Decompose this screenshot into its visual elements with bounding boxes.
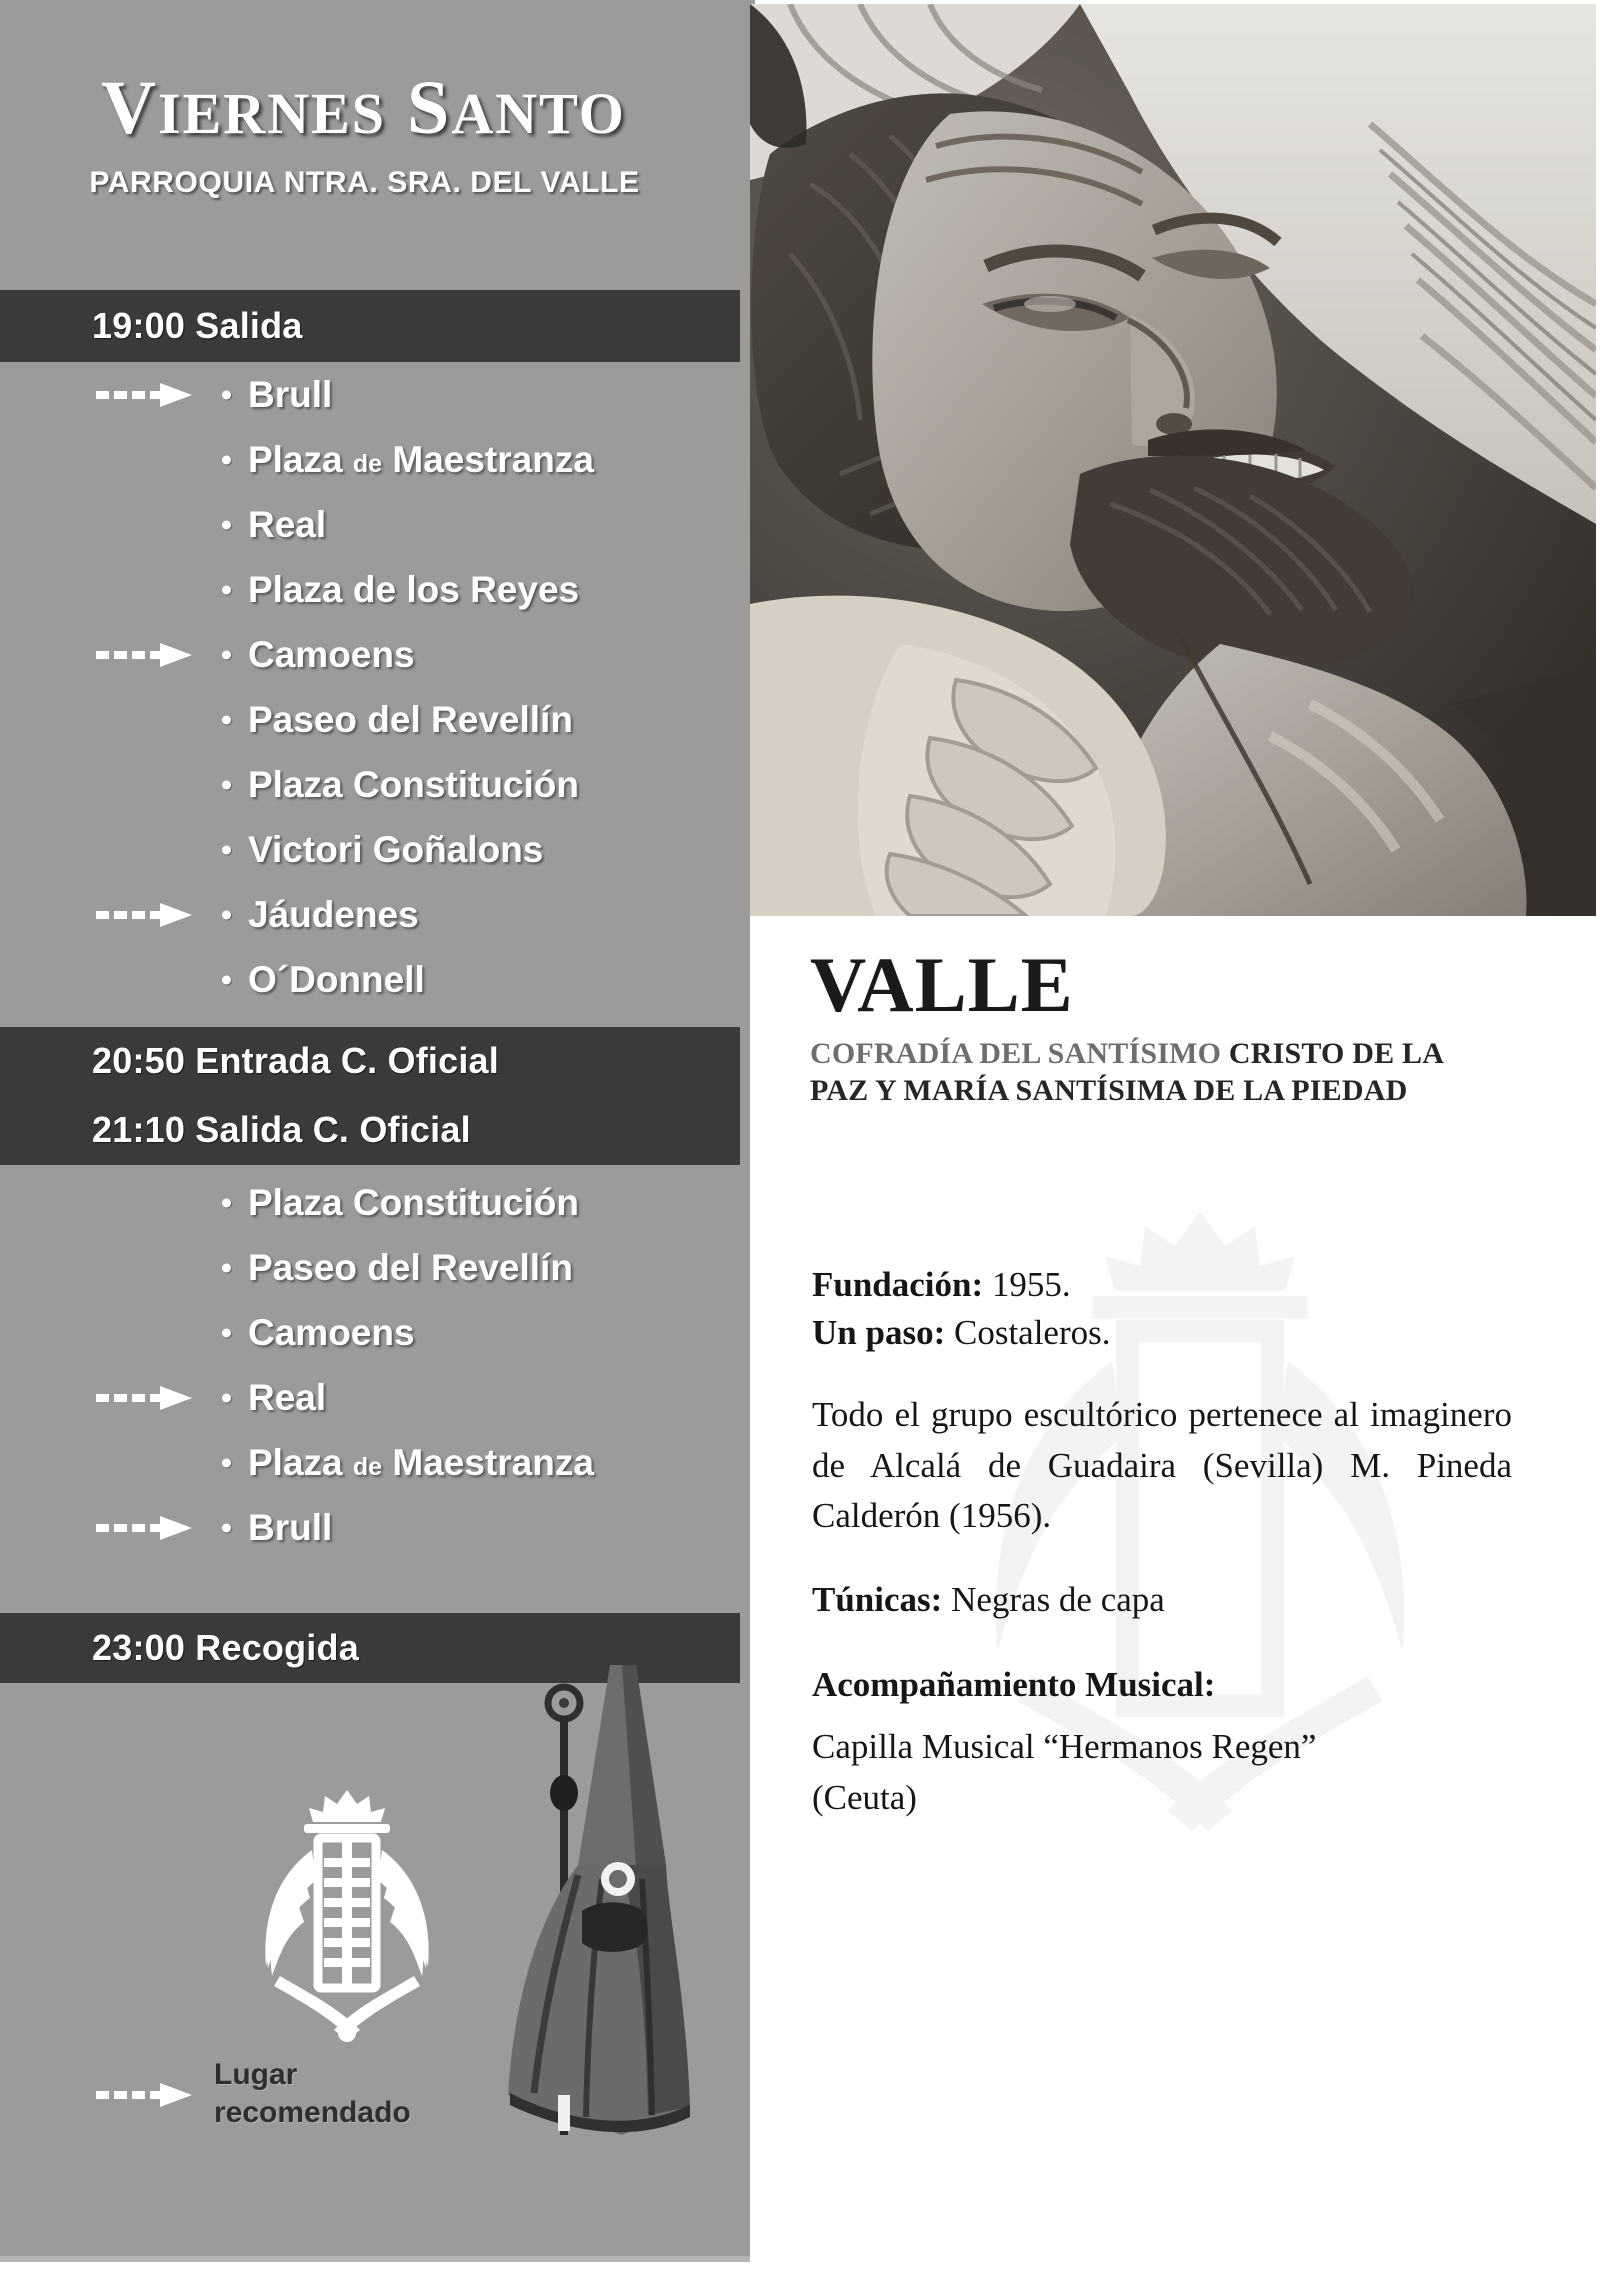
legend-line-1: Lugar [214, 2058, 298, 2091]
brotherhood-subtitle-dark-1: CRISTO DE LA [1228, 1037, 1445, 1070]
christ-sculpture-photo [750, 4, 1596, 916]
bullet-icon [222, 975, 231, 984]
route-stop [0, 1365, 755, 1430]
detail-paragraph: Todo el grupo escultórico pertenece al imaginero de Alcalá de Guadaira (Sevilla) M. Pineda Calderón (1956). [812, 1395, 1512, 1535]
dashed-arrow-icon [96, 642, 194, 668]
route-stop-label: Plaza de Maestranza [248, 438, 594, 480]
route-stop-label: Camoens [248, 633, 415, 675]
dashed-arrow-icon [96, 902, 194, 928]
route-stop [0, 1170, 755, 1235]
detail-paso-value: Costaleros. [953, 1312, 1111, 1352]
route-list-first [0, 362, 755, 1012]
route-stop-label: Victori Goñalons [248, 828, 544, 870]
dashed-arrow-icon [96, 2082, 194, 2108]
bullet-icon [222, 1523, 231, 1532]
brotherhood-name: VALLE [810, 941, 1074, 1028]
route-stop [0, 1235, 755, 1300]
route-stop [0, 427, 755, 492]
route-stop [0, 1430, 755, 1495]
brotherhood-coat-of-arms-icon [232, 1780, 462, 2060]
route-stop-label: Paseo del Revellín [248, 698, 573, 740]
route-stop [0, 817, 755, 882]
bullet-icon [222, 780, 231, 789]
bullet-icon [222, 1458, 231, 1467]
brotherhood-subtitle [810, 1036, 1570, 1109]
brotherhood-subtitle-dark-3: MARÍA SANTÍSIMA DE LA PIEDAD [903, 1073, 1408, 1107]
route-list-second [0, 1170, 755, 1560]
route-stop-label: Camoens [248, 1311, 415, 1353]
bullet-icon [222, 455, 231, 464]
page-title-text: VIERNES SANTO [101, 66, 626, 150]
route-stop-label: O´Donnell [248, 958, 425, 1000]
parish-subtitle: PARROQUIA NTRA. SRA. DEL VALLE [89, 166, 640, 199]
time-bar-salida: 19:00 Salida [0, 290, 740, 362]
detail-tunics [812, 1575, 1512, 1625]
route-stop [0, 947, 755, 1012]
detail-music [812, 1660, 1512, 1823]
bullet-icon [222, 845, 231, 854]
route-stop-label: Jáudenes [248, 893, 419, 935]
route-stop-label: Real [248, 503, 327, 545]
bullet-icon [222, 585, 231, 594]
nazareno-figure-icon [470, 1665, 730, 2145]
route-stop-label: Plaza Constitución [248, 1181, 579, 1223]
dashed-arrow-icon [96, 382, 194, 408]
route-stop [0, 622, 755, 687]
route-stop-label: Plaza de los Reyes [248, 568, 580, 610]
time-bar-salida-oficial: 21:10 Salida C. Oficial [0, 1095, 740, 1165]
bullet-icon [222, 715, 231, 724]
route-stop [0, 687, 755, 752]
legend-text [214, 2056, 411, 2132]
legend-line-2: recomendado [214, 2095, 411, 2129]
time-bar-recogida: 23:00 Recogida [0, 1613, 740, 1683]
dashed-arrow-icon [96, 1385, 194, 1411]
brotherhood-info-panel [750, 916, 1600, 2276]
brotherhood-details [812, 1261, 1512, 1823]
detail-founded [812, 1261, 1512, 1309]
route-stop-label: Plaza Constitución [248, 763, 579, 805]
route-stop-label: Real [248, 1376, 327, 1418]
bullet-icon [222, 1328, 231, 1337]
bullet-icon [222, 390, 231, 399]
detail-paso-label: Un paso: [812, 1312, 946, 1352]
route-stop [0, 1495, 755, 1560]
schedule-panel [0, 0, 755, 2262]
route-stop-label: Plaza de Maestranza [248, 1441, 594, 1483]
detail-music-label: Acompañamiento Musical: [812, 1664, 1216, 1704]
route-stop-label: Brull [248, 373, 333, 415]
route-stop [0, 1300, 755, 1365]
brotherhood-subtitle-light: COFRADÍA DEL SANTÍSIMO [810, 1037, 1222, 1070]
detail-tunics-value: Negras de capa [951, 1580, 1165, 1620]
detail-music-value-1: Capilla Musical “Hermanos Regen” [812, 1727, 1317, 1767]
route-stop-label: Paseo del Revellín [248, 1246, 573, 1288]
route-stop [0, 557, 755, 622]
detail-paso [812, 1309, 1512, 1357]
brotherhood-brand [810, 941, 1570, 1109]
route-stop [0, 492, 755, 557]
page-title [0, 66, 755, 150]
bullet-icon [222, 910, 231, 919]
brotherhood-subtitle-dark-2: PAZ Y [810, 1073, 896, 1107]
detail-tunics-label: Túnicas: [812, 1580, 943, 1620]
detail-music-value-2: (Ceuta) [812, 1777, 917, 1817]
route-stop [0, 362, 755, 427]
route-stop [0, 882, 755, 947]
bullet-icon [222, 1263, 231, 1272]
poster-title-block [0, 66, 755, 200]
route-stop-label: Brull [248, 1506, 333, 1548]
dashed-arrow-icon [96, 1515, 194, 1541]
detail-founded-label: Fundación: [812, 1265, 984, 1304]
bullet-icon [222, 650, 231, 659]
route-stop [0, 752, 755, 817]
bullet-icon [222, 1393, 231, 1402]
time-bar-entrada-oficial: 20:50 Entrada C. Oficial [0, 1027, 740, 1095]
bullet-icon [222, 520, 231, 529]
bullet-icon [222, 1198, 231, 1207]
detail-founded-value: 1955. [991, 1265, 1071, 1304]
